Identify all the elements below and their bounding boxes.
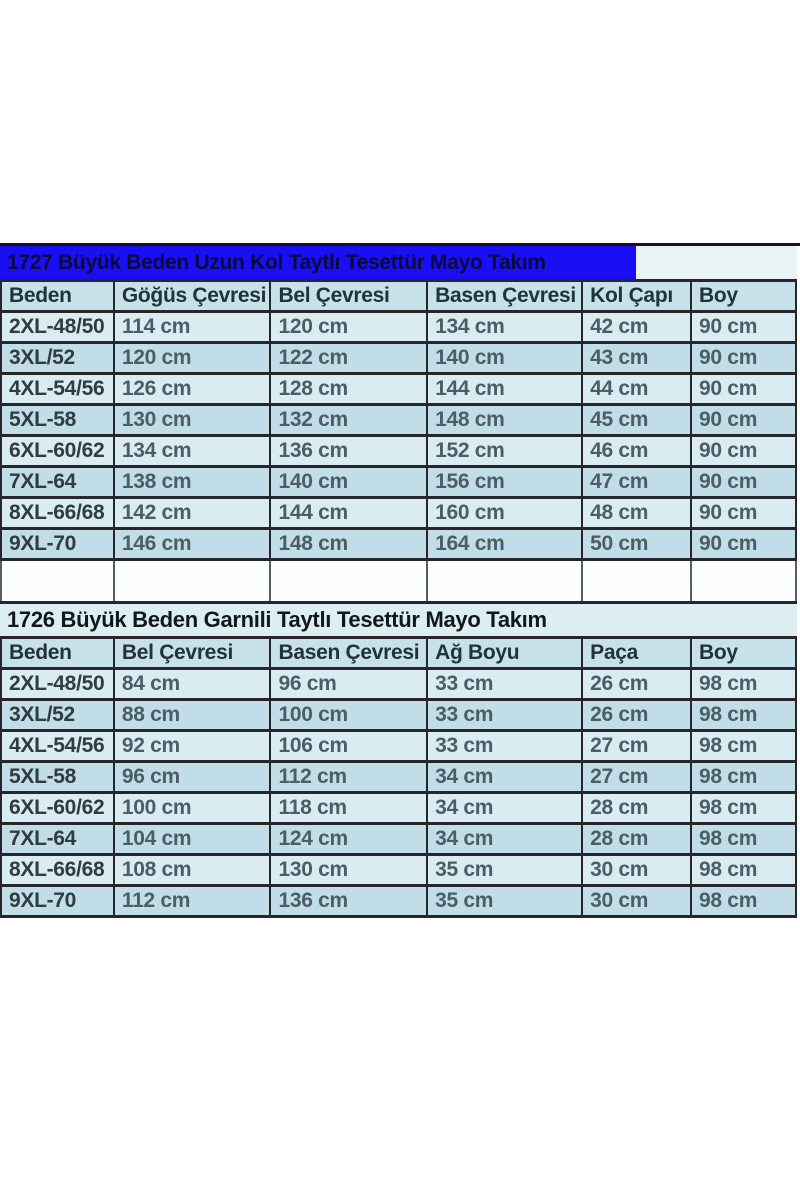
cell: 98 cm [691, 793, 796, 824]
size-table-2 [0, 636, 797, 918]
cell: 104 cm [114, 824, 271, 855]
table-row [1, 855, 796, 886]
cell: 134 cm [427, 312, 582, 343]
cell: 5XL-58 [1, 762, 114, 793]
cell: 106 cm [270, 731, 427, 762]
cell: 30 cm [582, 886, 691, 917]
cell: 3XL/52 [1, 343, 114, 374]
cell: 35 cm [427, 855, 582, 886]
cell: 132 cm [270, 405, 427, 436]
table-row [1, 824, 796, 855]
cell: 90 cm [691, 529, 796, 560]
table-row [1, 762, 796, 793]
cell: 98 cm [691, 824, 796, 855]
header-row [1, 281, 796, 312]
cell: 136 cm [270, 886, 427, 917]
cell: 98 cm [691, 700, 796, 731]
cell: 6XL-60/62 [1, 793, 114, 824]
cell: 28 cm [582, 824, 691, 855]
table-row [1, 343, 796, 374]
cell: 148 cm [427, 405, 582, 436]
cell: 33 cm [427, 731, 582, 762]
cell: 27 cm [582, 731, 691, 762]
table-row [1, 669, 796, 700]
cell: 28 cm [582, 793, 691, 824]
column-header: Beden [1, 281, 114, 312]
cell: 35 cm [427, 886, 582, 917]
cell: 130 cm [114, 405, 271, 436]
table-row [1, 700, 796, 731]
cell: 2XL-48/50 [1, 669, 114, 700]
cell: 152 cm [427, 436, 582, 467]
size-table-1 [0, 279, 797, 561]
table1-title-highlight: 1727 Büyük Beden Uzun Kol Taytlı Tesettür Mayo Takım [0, 246, 636, 279]
cell: 33 cm [427, 700, 582, 731]
cell: 5XL-58 [1, 405, 114, 436]
table-row [1, 793, 796, 824]
cell: 140 cm [427, 343, 582, 374]
cell: 144 cm [427, 374, 582, 405]
cell: 138 cm [114, 467, 271, 498]
cell: 96 cm [114, 762, 271, 793]
table-row [1, 436, 796, 467]
cell: 92 cm [114, 731, 271, 762]
cell: 124 cm [270, 824, 427, 855]
table-row [1, 405, 796, 436]
cell: 7XL-64 [1, 467, 114, 498]
cell: 130 cm [270, 855, 427, 886]
cell: 100 cm [270, 700, 427, 731]
cell: 114 cm [114, 312, 271, 343]
cell: 33 cm [427, 669, 582, 700]
column-header: Basen Çevresi [270, 638, 427, 669]
cell: 126 cm [114, 374, 271, 405]
cell: 98 cm [691, 762, 796, 793]
cell: 4XL-54/56 [1, 374, 114, 405]
column-header: Beden [1, 638, 114, 669]
size-chart-sheet [0, 243, 800, 918]
cell: 34 cm [427, 793, 582, 824]
cell: 156 cm [427, 467, 582, 498]
cell: 50 cm [582, 529, 691, 560]
cell: 84 cm [114, 669, 271, 700]
column-header: Göğüs Çevresi [114, 281, 271, 312]
cell: 90 cm [691, 498, 796, 529]
table2-title: 1726 Büyük Beden Garnili Taytlı Tesettür Mayo Takım [0, 601, 797, 636]
cell: 4XL-54/56 [1, 731, 114, 762]
cell: 100 cm [114, 793, 271, 824]
table-row [1, 498, 796, 529]
column-header: Boy [691, 638, 796, 669]
cell: 2XL-48/50 [1, 312, 114, 343]
cell: 9XL-70 [1, 529, 114, 560]
cell: 90 cm [691, 405, 796, 436]
cell: 122 cm [270, 343, 427, 374]
table1-title-row [0, 246, 797, 279]
cell: 146 cm [114, 529, 271, 560]
cell: 3XL/52 [1, 700, 114, 731]
cell: 96 cm [270, 669, 427, 700]
cell: 98 cm [691, 886, 796, 917]
column-header: Ağ Boyu [427, 638, 582, 669]
cell: 98 cm [691, 855, 796, 886]
table-row [1, 886, 796, 917]
column-header: Kol Çapı [582, 281, 691, 312]
cell: 90 cm [691, 374, 796, 405]
cell: 48 cm [582, 498, 691, 529]
table-row [1, 731, 796, 762]
cell: 46 cm [582, 436, 691, 467]
cell: 34 cm [427, 824, 582, 855]
cell: 7XL-64 [1, 824, 114, 855]
cell: 136 cm [270, 436, 427, 467]
cell: 120 cm [114, 343, 271, 374]
cell: 45 cm [582, 405, 691, 436]
cell: 98 cm [691, 669, 796, 700]
column-header: Paça [582, 638, 691, 669]
cell: 8XL-66/68 [1, 498, 114, 529]
cell: 128 cm [270, 374, 427, 405]
cell: 134 cm [114, 436, 271, 467]
cell: 47 cm [582, 467, 691, 498]
cell: 9XL-70 [1, 886, 114, 917]
cell: 26 cm [582, 700, 691, 731]
table-row [1, 312, 796, 343]
cell: 120 cm [270, 312, 427, 343]
spacer-row [0, 561, 797, 601]
cell: 112 cm [270, 762, 427, 793]
header-row [1, 638, 796, 669]
cell: 140 cm [270, 467, 427, 498]
cell: 118 cm [270, 793, 427, 824]
cell: 43 cm [582, 343, 691, 374]
cell: 90 cm [691, 343, 796, 374]
cell: 30 cm [582, 855, 691, 886]
table-row [1, 374, 796, 405]
cell: 98 cm [691, 731, 796, 762]
cell: 26 cm [582, 669, 691, 700]
column-header: Boy [691, 281, 796, 312]
cell: 160 cm [427, 498, 582, 529]
column-header: Bel Çevresi [114, 638, 271, 669]
cell: 108 cm [114, 855, 271, 886]
cell: 112 cm [114, 886, 271, 917]
cell: 6XL-60/62 [1, 436, 114, 467]
table-row [1, 529, 796, 560]
cell: 90 cm [691, 312, 796, 343]
cell: 144 cm [270, 498, 427, 529]
cell: 164 cm [427, 529, 582, 560]
cell: 27 cm [582, 762, 691, 793]
cell: 148 cm [270, 529, 427, 560]
cell: 88 cm [114, 700, 271, 731]
cell: 90 cm [691, 467, 796, 498]
cell: 90 cm [691, 436, 796, 467]
cell: 8XL-66/68 [1, 855, 114, 886]
table-row [1, 467, 796, 498]
column-header: Basen Çevresi [427, 281, 582, 312]
cell: 142 cm [114, 498, 271, 529]
cell: 42 cm [582, 312, 691, 343]
column-header: Bel Çevresi [270, 281, 427, 312]
cell: 44 cm [582, 374, 691, 405]
cell: 34 cm [427, 762, 582, 793]
